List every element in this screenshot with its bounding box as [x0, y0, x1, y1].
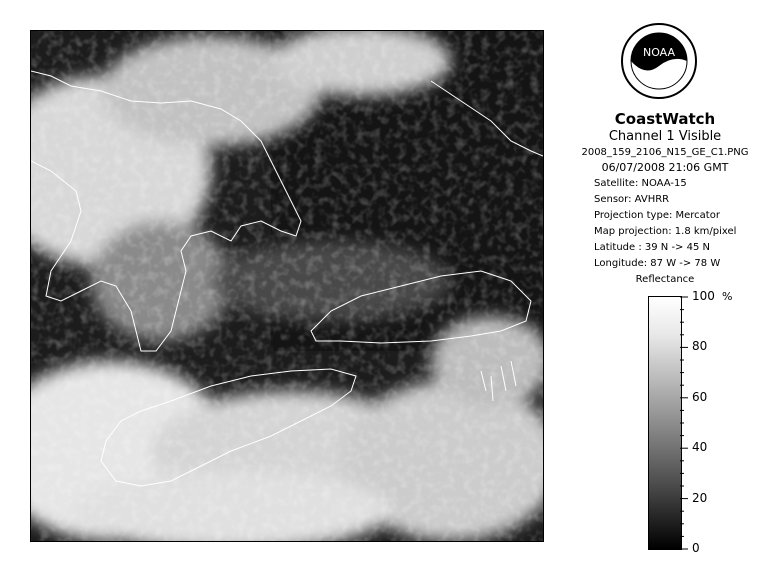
colorbar-tick-label: 20 [692, 490, 708, 505]
legend-unit: % [722, 290, 733, 303]
colorbar [648, 296, 682, 550]
noaa-logo-icon [620, 22, 698, 100]
longitude-label: Longitude: 87 W -> 78 W [594, 258, 721, 269]
filename-label: 2008_159_2106_N15_GE_C1.PNG [581, 147, 749, 158]
colorbar-tick-label: 60 [692, 389, 708, 404]
legend-title: Reflectance [635, 274, 695, 285]
satellite-image [30, 30, 544, 542]
sensor-label: Sensor: AVHRR [594, 194, 670, 205]
noaa-logo-text: NOAA [642, 46, 676, 59]
colorbar-tick-label: 80 [692, 339, 708, 354]
noaa-logo [620, 22, 698, 100]
projection-type-label: Projection type: Mercator [594, 210, 720, 221]
colorbar-tick-label: 0 [692, 541, 700, 555]
colorbar-tick-label: 100 [692, 289, 715, 303]
datetime-label: 06/07/2008 21:06 GMT [601, 161, 729, 174]
map-projection-label: Map projection: 1.8 km/pixel [594, 226, 737, 237]
colorbar-tick-label: 40 [692, 440, 708, 455]
channel-label: Channel 1 Visible [608, 129, 722, 144]
colorbar-ticks [680, 296, 740, 550]
page-title: CoastWatch [614, 110, 716, 128]
satellite-image-svg [31, 31, 543, 541]
satellite-label: Satellite: NOAA-15 [594, 178, 687, 189]
latitude-label: Latitude : 39 N -> 45 N [594, 242, 710, 253]
